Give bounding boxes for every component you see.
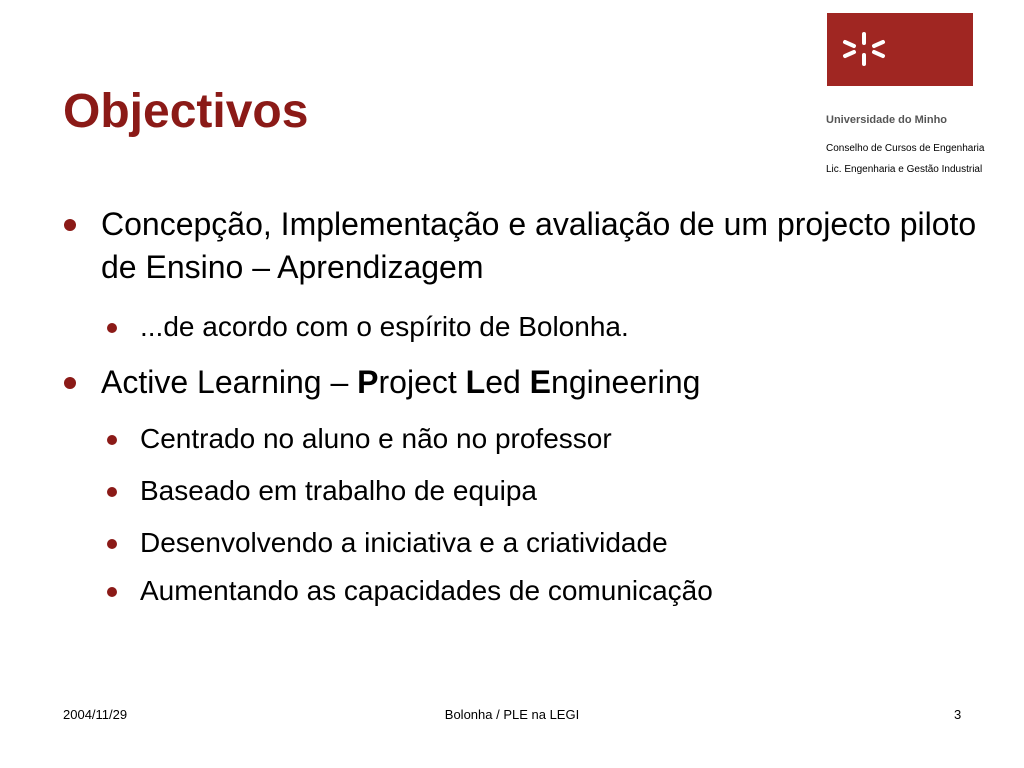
bullet-dot-icon — [64, 377, 76, 389]
sub-bullet-text: Baseado em trabalho de equipa — [140, 475, 537, 506]
sub-bullet-item — [140, 526, 668, 560]
sub-bullet-text: Aumentando as capacidades de comunicação — [140, 575, 713, 606]
bullet-dot-icon — [107, 435, 117, 445]
bullet-text-part: roject — [378, 364, 466, 400]
organization-line-1: Conselho de Cursos de Engenharia — [826, 143, 985, 154]
sub-bullet-text: ...de acordo com o espírito de Bolonha. — [140, 311, 629, 342]
organization-line-2: Lic. Engenharia e Gestão Industrial — [826, 164, 983, 175]
sub-bullet-item — [140, 574, 713, 608]
bullet-text: Concepção, Implementação e avaliação de um projecto piloto de Ensino – Aprendizagem — [101, 206, 977, 285]
sub-bullet-item — [140, 474, 537, 508]
bullet-text-bold: L — [465, 364, 486, 400]
page-number: 3 — [954, 707, 962, 722]
bullet-dot-icon — [107, 587, 117, 597]
bullet-dot-icon — [64, 219, 76, 231]
star-logo-icon — [827, 13, 973, 86]
university-logo — [827, 13, 973, 86]
sub-bullet-text: Centrado no aluno e não no professor — [140, 423, 612, 454]
slide-title: Objectivos — [63, 85, 309, 138]
sub-bullet-item — [140, 310, 629, 344]
bullet-dot-icon — [107, 487, 117, 497]
bullet-text-bold: E — [529, 364, 552, 400]
sub-bullet-item — [140, 422, 612, 456]
footer-title: Bolonha / PLE na LEGI — [444, 707, 580, 722]
footer-date: 2004/11/29 — [63, 707, 128, 722]
bullet-item — [101, 203, 981, 289]
bullet-text-part: ed — [485, 364, 530, 400]
bullet-text-part: ngineering — [551, 364, 701, 400]
bullet-item — [101, 361, 981, 404]
bullet-dot-icon — [107, 323, 117, 333]
bullet-text-part: Active Learning – — [101, 364, 358, 400]
bullet-text-bold: P — [357, 364, 379, 400]
bullet-dot-icon — [107, 539, 117, 549]
sub-bullet-text: Desenvolvendo a iniciativa e a criatividade — [140, 527, 668, 558]
organization-name: Universidade do Minho — [826, 114, 948, 126]
